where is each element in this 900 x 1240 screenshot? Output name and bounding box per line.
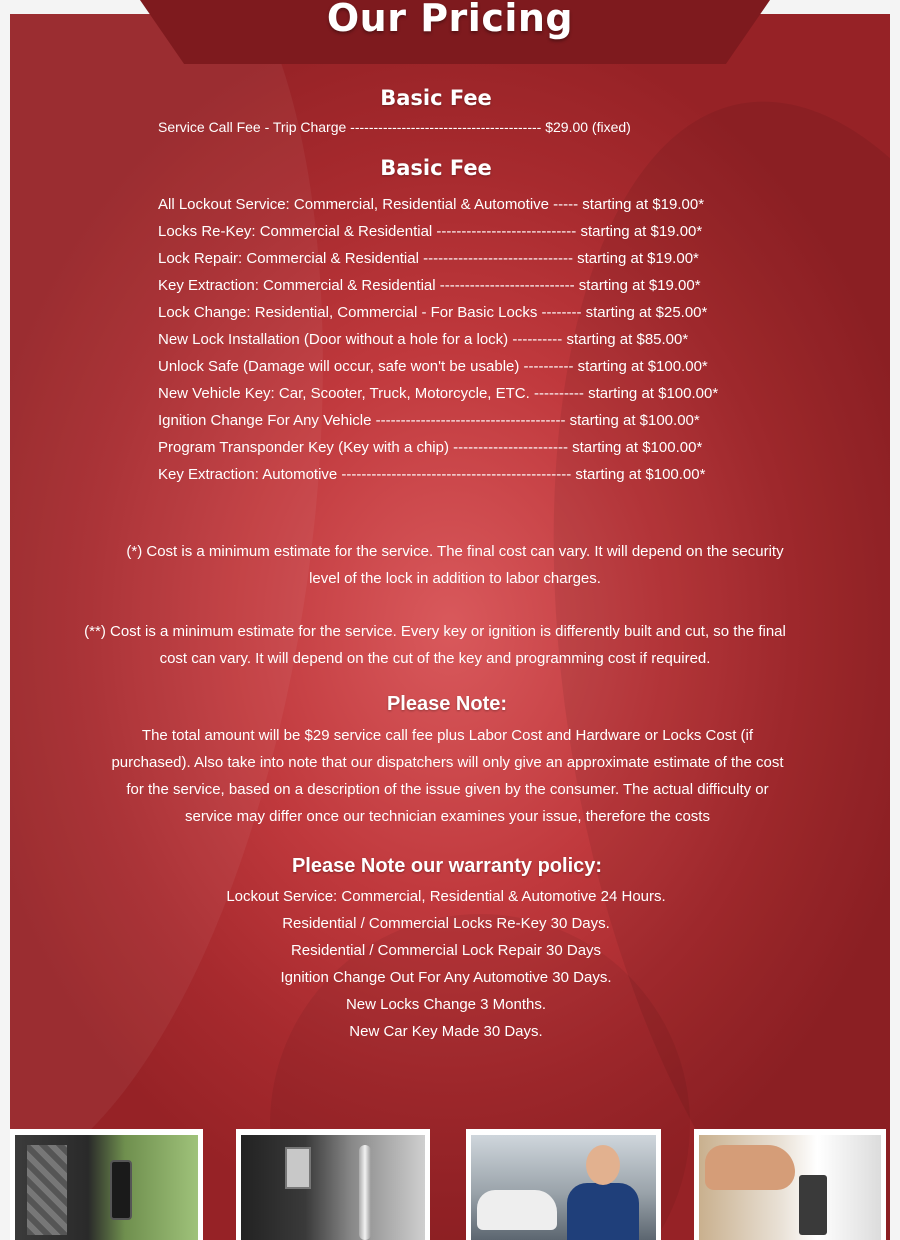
price-item: Key Extraction: Automotive ---------------------------------------------- starting at $100.00* (158, 466, 706, 483)
door-glass-shape (27, 1145, 67, 1235)
price-item: New Lock Installation (Door without a hole for a lock) ---------- starting at $85.00* (158, 331, 689, 348)
door-lock-image (15, 1135, 198, 1240)
basic-fee-title: Basic Fee (380, 86, 492, 110)
handle-bar-icon (359, 1145, 371, 1240)
price-item: New Vehicle Key: Car, Scooter, Truck, Motorcycle, ETC. ---------- starting at $100.00* (158, 385, 719, 402)
services-title: Basic Fee (380, 156, 492, 180)
warranty-item: Lockout Service: Commercial, Residential & Automotive 24 Hours. (226, 888, 666, 905)
hand-icon (705, 1145, 795, 1190)
service-price-list (158, 196, 718, 493)
door-handle-image (241, 1135, 425, 1240)
car-icon (477, 1190, 557, 1230)
warranty-item: Residential / Commercial Locks Re-Key 30 Days. (282, 915, 610, 932)
lock-icon (110, 1160, 132, 1220)
footnote-single-asterisk: (*) Cost is a minimum estimate for the service. The final cost can vary. It will depend on the security level of the lock in addition to labor charges. (126, 543, 784, 587)
price-item: Locks Re-Key: Commercial & Residential ---------------------------- starting at $19.00* (158, 223, 703, 240)
door-lock-photo (10, 1129, 203, 1240)
price-item: Key Extraction: Commercial & Residential --------------------------- starting at $19.00* (158, 277, 701, 294)
price-item: All Lockout Service: Commercial, Residential & Automotive ----- starting at $19.00* (158, 196, 705, 213)
trip-charge-line: Service Call Fee - Trip Charge ----------------------------------------- $29.00 (fixed) (158, 119, 631, 135)
person-body-shape (567, 1183, 639, 1240)
price-item: Ignition Change For Any Vehicle -------------------------------------- starting at $100.00* (158, 412, 700, 429)
warranty-item: Residential / Commercial Lock Repair 30 Days (290, 942, 602, 959)
keypad-icon (285, 1147, 311, 1189)
warranty-item: Ignition Change Out For Any Automotive 30 Days. (280, 969, 612, 986)
person-head-shape (586, 1145, 620, 1185)
warranty-list (0, 883, 892, 1045)
warranty-item: New Car Key Made 30 Days. (349, 1023, 543, 1040)
price-item: Unlock Safe (Damage will occur, safe won't be usable) ---------- starting at $100.00* (158, 358, 708, 375)
warranty-title: Please Note our warranty policy: (291, 855, 603, 877)
lock-plate-icon (799, 1175, 827, 1235)
please-note-body: The total amount will be $29 service call fee plus Labor Cost and Hardware or Locks Cost (if purchased). Also take into note that our dispatchers will only give an approximate estimate of the cost for the service, based on a description of the issue given by the consumer. The actual difficulty or service may differ once our technician examines your issue, therefore the costs (111, 727, 784, 825)
price-item: Lock Change: Residential, Commercial - For Basic Locks -------- starting at $25.00* (158, 304, 708, 321)
key-in-lock-image (699, 1135, 881, 1240)
price-item: Lock Repair: Commercial & Residential ------------------------------ starting at $19.00* (158, 250, 699, 267)
footnote-double-asterisk: (**) Cost is a minimum estimate for the service. Every key or ignition is differently built and cut, so the final cost can vary. It will depend on the cut of the key and programming cost if required. (84, 623, 786, 667)
mechanic-image (471, 1135, 656, 1240)
photo-strip (10, 1129, 890, 1240)
key-in-lock-photo (694, 1129, 886, 1240)
door-handle-photo (236, 1129, 430, 1240)
page-title: Our Pricing (326, 0, 574, 40)
mechanic-photo (466, 1129, 661, 1240)
please-note-title: Please Note: (386, 693, 508, 715)
price-item: Program Transponder Key (Key with a chip) ----------------------- starting at $100.00* (158, 439, 703, 456)
warranty-item: New Locks Change 3 Months. (345, 996, 547, 1013)
